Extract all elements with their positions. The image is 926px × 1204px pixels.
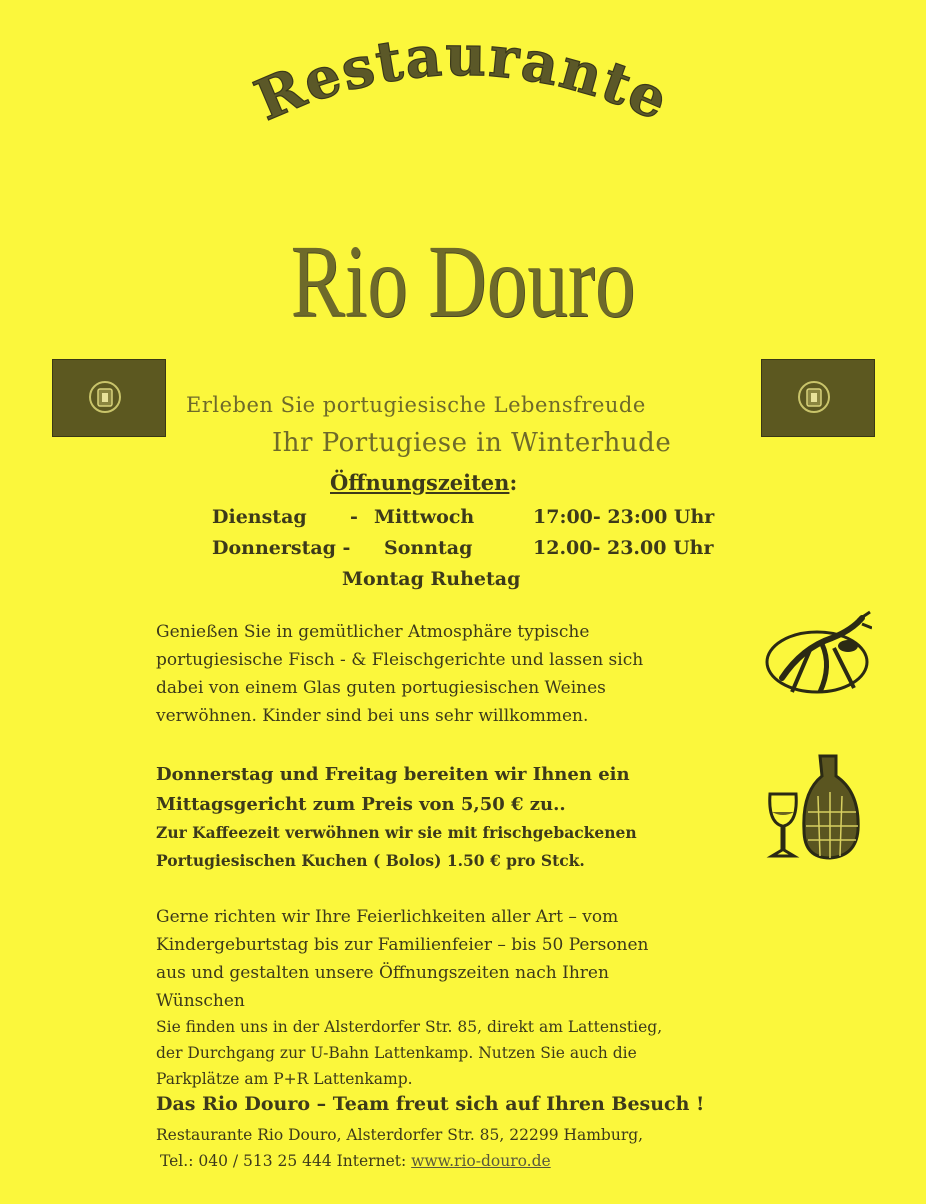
contact-line: [160, 1148, 551, 1174]
hours-closed: Montag Ruhetag: [342, 568, 521, 590]
hours-heading: [330, 470, 517, 495]
hours-heading-colon: :: [509, 470, 518, 495]
hours-row-1-time: 17:00- 23:00 Uhr: [533, 506, 715, 528]
events-line: aus und gestalten unsere Öffnungszeiten nach Ihren: [156, 963, 609, 983]
lunch-block: [156, 760, 630, 820]
events-line: Wünschen: [156, 991, 245, 1011]
contact-prefix: Tel.: 040 / 513 25 444 Internet:: [160, 1152, 412, 1170]
address-line: Restaurante Rio Douro, Alsterdorfer Str. 85, 22299 Hamburg,: [156, 1126, 644, 1144]
restaurant-name: Rio Douro: [290, 224, 636, 339]
intro-line: verwöhnen. Kinder sind bei uns sehr willkommen.: [156, 706, 589, 726]
lunch-line: Donnerstag und Freitag bereiten wir Ihnen ein: [156, 764, 630, 785]
hours-heading-label: Öffnungszeiten: [330, 470, 510, 495]
intro-line: dabei von einem Glas guten portugiesischen Weines: [156, 678, 606, 698]
events-line: Gerne richten wir Ihre Feierlichkeiten aller Art – vom: [156, 907, 619, 927]
hours-row-2-from: Donnerstag -: [212, 537, 351, 559]
hours-row-1-to: Mittwoch: [374, 506, 475, 528]
location-paragraph: [156, 1014, 662, 1092]
events-line: Kindergeburtstag bis zur Familienfeier – bis 50 Personen: [156, 935, 649, 955]
svg-text:Restaurante: [246, 23, 679, 135]
coffee-line: Zur Kaffeezeit verwöhnen wir sie mit frischgebackenen: [156, 823, 637, 842]
intro-line: portugiesische Fisch - & Fleischgerichte und lassen sich: [156, 650, 644, 670]
location-line: Parkplätze am P+R Lattenkamp.: [156, 1070, 413, 1088]
coffee-block: [156, 819, 637, 875]
intro-line: Genießen Sie in gemütlicher Atmosphäre typische: [156, 622, 590, 642]
wine-icon: [764, 752, 864, 862]
intro-paragraph: [156, 618, 766, 730]
hours-row-1-from: Dienstag: [212, 506, 307, 528]
portugal-flag-icon: [761, 359, 875, 437]
tagline-1: Erleben Sie portugiesische Lebensfreude: [186, 393, 646, 417]
closing-line: Das Rio Douro – Team freut sich auf Ihren Besuch !: [156, 1093, 705, 1115]
events-paragraph: [156, 903, 649, 1015]
location-line: der Durchgang zur U-Bahn Lattenkamp. Nutzen Sie auch die: [156, 1044, 637, 1062]
hours-row-2-to: Sonntag: [384, 537, 473, 559]
tagline-2: Ihr Portugiese in Winterhude: [272, 428, 672, 458]
lunch-line: Mittagsgericht zum Preis von 5,50 € zu..: [156, 794, 566, 815]
arc-title: [200, 20, 720, 160]
portugal-flag-icon: [52, 359, 166, 437]
hours-row-1-sep: -: [350, 506, 358, 528]
website-link[interactable]: www.rio-douro.de: [411, 1152, 551, 1170]
lobster-icon: [762, 608, 872, 700]
coffee-line: Portugiesischen Kuchen ( Bolos) 1.50 € pro Stck.: [156, 851, 585, 870]
arc-title-text: Restaurante: [245, 22, 680, 135]
location-line: Sie finden uns in der Alsterdorfer Str. 85, direkt am Lattenstieg,: [156, 1018, 663, 1036]
hours-row-2-time: 12.00- 23.00 Uhr: [533, 537, 714, 559]
